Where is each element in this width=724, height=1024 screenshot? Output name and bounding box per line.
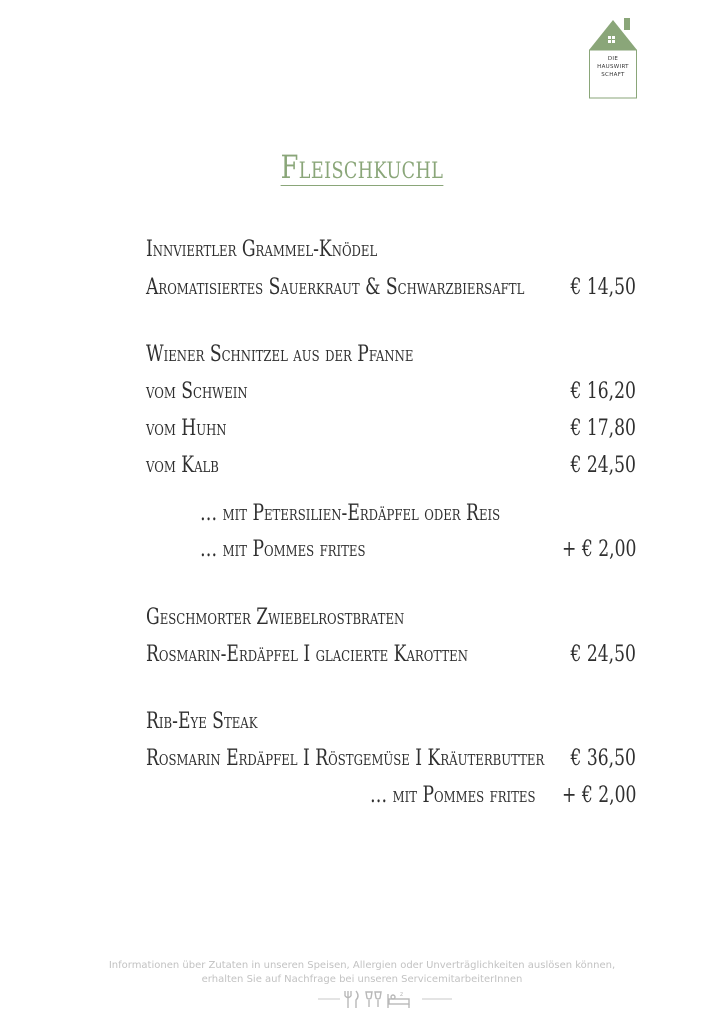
rostbraten-description: Rosmarin-Erdäpfel I glacierte Karotten bbox=[146, 642, 468, 667]
svg-text:z: z bbox=[400, 991, 404, 998]
logo-text bbox=[586, 55, 640, 79]
schnitzel-huhn-price: € 17,80 bbox=[570, 416, 636, 441]
schnitzel-title: Wiener Schnitzel aus der Pfanne bbox=[146, 342, 414, 367]
ribeye-description: Rosmarin Erdäpfel I Röstgemüse I Kräuterbutter bbox=[146, 746, 545, 771]
logo-line-2: HAUSWIRT bbox=[597, 64, 629, 70]
rostbraten-title: Geschmorter Zwiebelrostbraten bbox=[146, 605, 405, 630]
footer-icons bbox=[318, 988, 458, 1010]
schnitzel-schwein-price: € 16,20 bbox=[570, 379, 636, 404]
side-petersilie: … mit Petersilien-Erdäpfel oder Reis bbox=[200, 501, 501, 526]
logo-line-1: DIE bbox=[607, 56, 619, 62]
grammel-description: Aromatisiertes Sauerkraut & Schwarzbiersaftl bbox=[146, 275, 525, 300]
schnitzel-huhn: vom Huhn bbox=[146, 416, 227, 441]
rostbraten-price: € 24,50 bbox=[570, 642, 636, 667]
allergen-notice-line-2: erhalten Sie auf Nachfrage bei unseren ServicemitarbeiterInnen bbox=[201, 974, 523, 985]
ribeye-side: … mit Pommes frites bbox=[370, 783, 536, 808]
ribeye-side-price: + € 2,00 bbox=[561, 783, 636, 808]
schnitzel-schwein: vom Schwein bbox=[146, 379, 248, 404]
cutlery-icon bbox=[345, 991, 358, 1008]
page-title: Fleischkuchl bbox=[280, 148, 444, 186]
logo-line-3: SCHAFT bbox=[601, 72, 625, 78]
side-pommes: … mit Pommes frites bbox=[200, 537, 366, 562]
logo bbox=[586, 16, 640, 100]
side-pommes-price: + € 2,00 bbox=[561, 537, 636, 562]
grammel-price: € 14,50 bbox=[570, 275, 636, 300]
allergen-notice-line-1: Informationen über Zutaten in unseren Speisen, Allergien oder Unverträglichkeiten auslösen können, bbox=[108, 960, 616, 971]
schnitzel-kalb: vom Kalb bbox=[146, 453, 219, 478]
ribeye-title: Rib-Eye Steak bbox=[146, 709, 258, 734]
ribeye-price: € 36,50 bbox=[570, 746, 636, 771]
bed-icon bbox=[388, 991, 409, 1008]
schnitzel-kalb-price: € 24,50 bbox=[570, 453, 636, 478]
grammel-title: Innviertler Grammel-Knödel bbox=[146, 237, 378, 262]
glasses-icon bbox=[366, 992, 381, 1007]
